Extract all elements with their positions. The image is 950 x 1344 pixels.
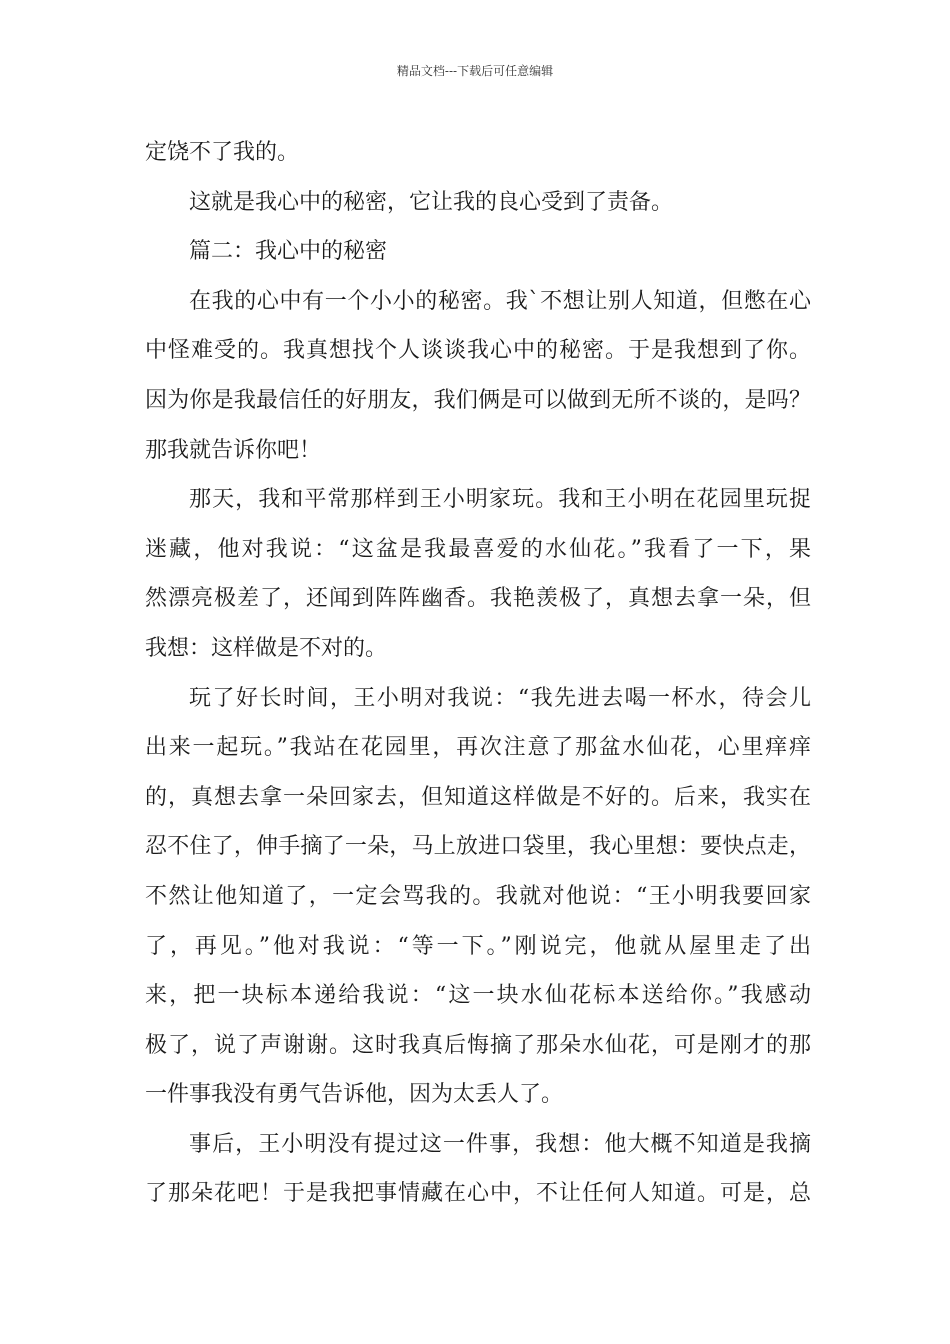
text-line: 这就是我心中的秘密，它让我的良心受到了责备。: [189, 189, 674, 215]
text-line: 玩了好长时间，王小明对我说：“我先进去喝一杯水，待会儿: [189, 685, 811, 711]
text-line: 在我的心中有一个小小的秘密。我`不想让别人知道，但憋在心: [189, 288, 811, 314]
text-line: 的，真想去拿一朵回家去，但知道这样做是不好的。后来，我实在: [145, 784, 811, 810]
text-line: 事后，王小明没有提过这一件事，我想：他大概不知道是我摘: [189, 1131, 811, 1157]
section-heading: 篇二：我心中的秘密: [189, 239, 388, 265]
text-line: 出来一起玩。”我站在花园里，再次注意了那盆水仙花，心里痒痒: [145, 735, 811, 761]
text-line: 那我就告诉你吧！: [145, 437, 322, 463]
text-line: 了，再见。”他对我说：“等一下。”刚说完，他就从屋里走了出: [145, 933, 811, 959]
text-line: 极了，说了声谢谢。这时我真后悔摘了那朵水仙花，可是刚才的那: [145, 1032, 811, 1058]
text-line: 定饶不了我的。: [145, 140, 300, 165]
text-line: 然漂亮极差了，还闻到阵阵幽香。我艳羡极了，真想去拿一朵，但: [145, 586, 811, 612]
text-line: 了那朵花吧！于是我把事情藏在心中，不让任何人知道。可是，总: [145, 1181, 811, 1207]
text-line: 那天，我和平常那样到王小明家玩。我和王小明在花园里玩捉: [189, 487, 811, 513]
document-body: [145, 128, 811, 1219]
text-line: 因为你是我最信任的好朋友，我们俩是可以做到无所不谈的，是吗？: [145, 387, 811, 413]
text-line: 我想：这样做是不对的。: [145, 635, 388, 661]
text-line: 一件事我没有勇气告诉他，因为太丢人了。: [145, 1082, 564, 1108]
page-header: 精品文档---下载后可任意编辑: [396, 64, 554, 78]
text-line: 来，把一块标本递给我说：“这一块水仙花标本送给你。”我感动: [145, 983, 811, 1009]
text-line: 中怪难受的。我真想找个人谈谈我心中的秘密。于是我想到了你。: [145, 338, 811, 364]
text-line: 迷藏，他对我说：“这盆是我最喜爱的水仙花。”我看了一下，果: [145, 536, 811, 562]
text-line: 不然让他知道了，一定会骂我的。我就对他说：“王小明我要回家: [145, 883, 811, 909]
text-line: 忍不住了，伸手摘了一朵，马上放进口袋里，我心里想：要快点走，: [145, 834, 811, 860]
